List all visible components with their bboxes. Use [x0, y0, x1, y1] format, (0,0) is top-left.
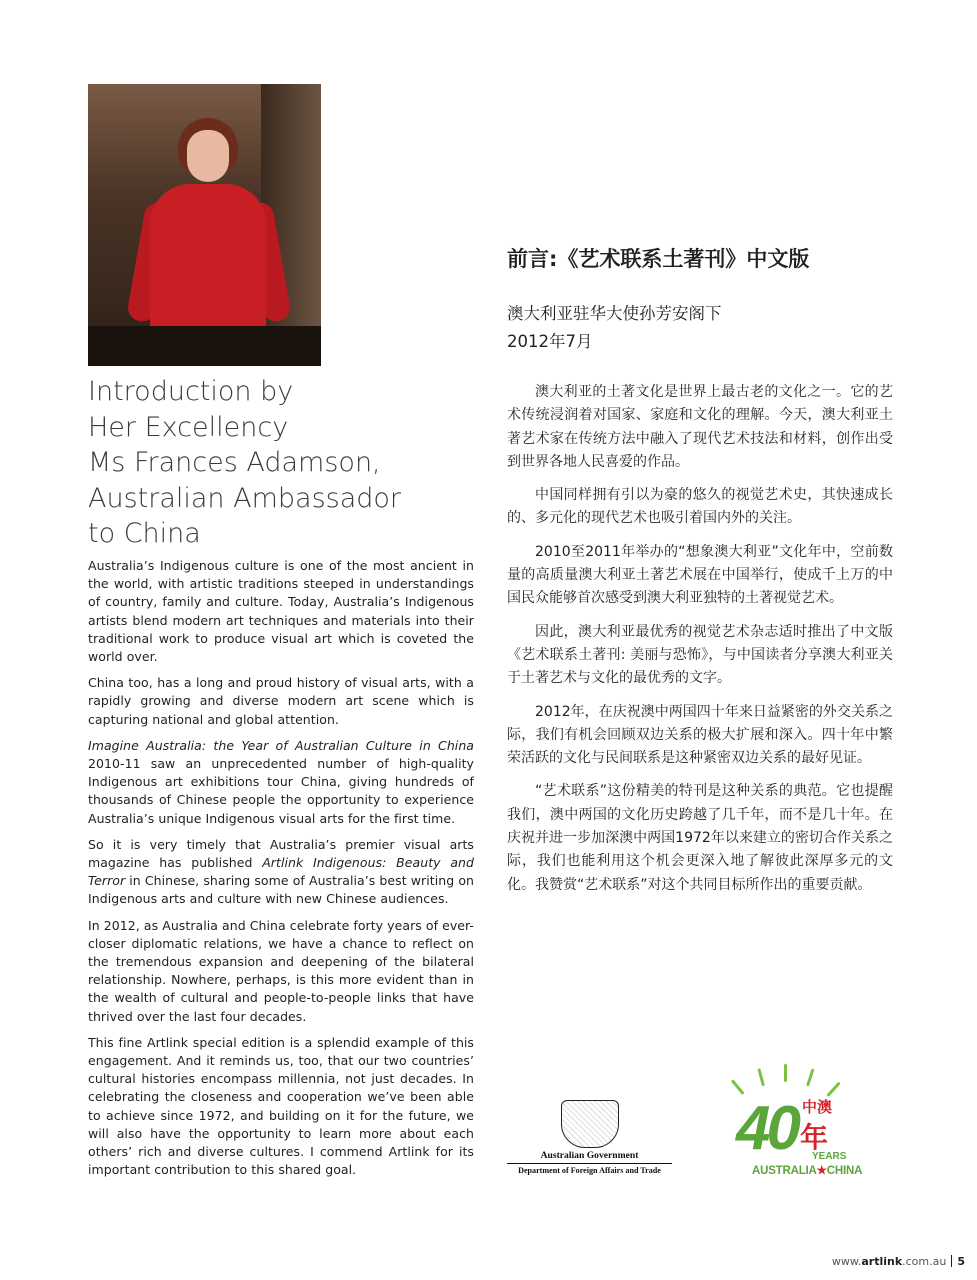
footer-url-suffix: .com.au: [902, 1255, 947, 1268]
english-paragraph-6: This fine Artlink special edition is a splendid example of this engagement. And it reminds us, too, that our two countries’ cultural histories encompass millennia, not just decades. In celebrating the closeness and cooperation we’ve been able to achieve since 1972, and building on it for the future, we will also have the opportunity to learn more about each others’ rich and diverse cultures. I commend Artlink for its important contribution to this shared goal.: [88, 1034, 474, 1178]
star-icon: ★: [816, 1165, 827, 1177]
anniversary-chinese-year: 年: [800, 1121, 829, 1154]
chinese-paragraph-2: 中国同样拥有引以为豪的悠久的视觉艺术史，其快速成长的、多元化的现代艺术也吸引着国内外的关注。: [507, 487, 893, 527]
logo-divider: [507, 1163, 672, 1164]
anniversary-number: 40: [736, 1094, 797, 1163]
photo-red-suit: [150, 184, 266, 334]
english-paragraph-2: China too, has a long and proud history of visual arts, with a rapidly growing and diverse modern art scene which is capturing national and global attention.: [88, 675, 474, 727]
department-name: Department of Foreign Affairs and Trade: [518, 1166, 661, 1175]
firework-spark-icon: [826, 1082, 840, 1097]
anniversary-chinese-mark: 中澳: [802, 1098, 833, 1116]
english-paragraph-4-text-a: So it is very timely that Australia’s premier visual arts magazine has published: [88, 836, 474, 871]
china-label: CHINA: [826, 1165, 863, 1177]
chinese-byline-block: [507, 300, 722, 356]
chinese-paragraph-3: 2010至2011年举办的“想象澳大利亚”文化年中，空前数量的高质量澳大利亚土著艺术展在中国举行，使成千上万的中国民众能够首次感受到澳大利亚独特的土著视觉艺术。: [507, 543, 893, 607]
year-of-culture-title: Imagine Australia: the Year of Australian Culture in China: [88, 737, 474, 753]
ambassador-photo: [88, 84, 321, 366]
english-paragraph-4: [88, 836, 474, 909]
chinese-paragraph-5: 2012年，在庆祝澳中两国四十年来日益紧密的外交关系之际，我们有机会回顾双边关系的极大扩展和深入。四十年中繁荣活跃的文化与民间联系是这种紧密双边关系的最好见证。: [507, 703, 893, 767]
photo-table: [88, 326, 321, 366]
footer-brand: artlink: [861, 1255, 903, 1268]
chinese-date: 2012年7月: [507, 332, 593, 351]
coat-of-arms-icon: [561, 1100, 619, 1148]
forty-years-logo: [722, 1068, 863, 1180]
chinese-body: [507, 381, 893, 907]
australia-label: AUSTRALIA: [752, 1165, 817, 1177]
photo-face: [187, 130, 229, 182]
anniversary-countries: [752, 1163, 862, 1177]
chinese-byline: 澳大利亚驻华大使孙芳安阁下: [507, 304, 722, 323]
english-paragraph-3: [88, 737, 474, 828]
english-paragraph-3-text: 2010-11 saw an unprecedented number of high-quality Indigenous art exhibitions tour China, giving hundreds of thousands of Chinese people the opportunity to experience Australia’s unique Indigenous visual arts for the first time.: [88, 756, 474, 826]
chinese-paragraph-6: “艺术联系”这份精美的特刊是这种关系的典范。它也提醒我们，澳中两国的文化历史跨越了几千年，而不是几十年。在庆祝并进一步加深澳中两国1972年以来建立的密切合作关系之际，我们也能利用这个机会更深入地了解彼此深厚多元的文化。我赞赏“艺术联系”对这个共同目标所作出的重要贡献。: [507, 783, 893, 893]
publication-title: Artlink Indigenous: Beauty and Terror: [88, 855, 474, 889]
footer-url-prefix: www.: [831, 1255, 862, 1268]
english-title: Introduction by Her Excellency Ms Frances Adamson, Australian Ambassador to China: [88, 376, 402, 549]
page-footer: [832, 1255, 965, 1268]
anniversary-years-label: YEARS: [812, 1151, 847, 1162]
english-paragraph-5: In 2012, as Australia and China celebrate forty years of ever-closer diplomatic relations, we have a chance to reflect on the tremendous expansion and deepening of the bilateral relationship. Nowhere, perhaps, is this more evident than in the wealth of cultural and people-to-people links that have thrived over the last four decades.: [88, 917, 474, 1024]
firework-spark-icon: [784, 1064, 787, 1082]
footer-divider: [951, 1255, 952, 1267]
chinese-title: 前言:《艺术联系土著刊》中文版: [507, 247, 810, 271]
firework-spark-icon: [757, 1068, 765, 1086]
chinese-paragraph-4: 因此，澳大利亚最优秀的视觉艺术杂志适时推出了中文版《艺术联系土著刊: 美丽与恐怖》，与中国读者分享澳大利亚关于土著艺术与文化的最优秀的文字。: [507, 623, 893, 687]
english-body: [88, 557, 474, 1188]
firework-spark-icon: [731, 1079, 745, 1095]
page-number: 5: [957, 1255, 965, 1268]
english-paragraph-1: Australia’s Indigenous culture is one of the most ancient in the world, with artistic traditions steeped in understandings of country, family and culture. Today, Australia’s Indigenous artists blend modern art techniques and materials into their traditional work to produce visual art which is coveted the world over.: [88, 558, 474, 665]
firework-spark-icon: [806, 1068, 814, 1086]
government-name: Australian Government: [540, 1150, 639, 1161]
chinese-paragraph-1: 澳大利亚的土著文化是世界上最古老的文化之一。它的艺术传统浸润着对国家、家庭和文化的理解。今天，澳大利亚土著艺术家在传统方法中融入了现代艺术技法和材料，创作出受到世界各地人民喜爱的作品。: [507, 384, 893, 470]
australian-government-logo: [507, 1100, 672, 1180]
english-paragraph-4-text-b: in Chinese, sharing some of Australia’s best writing on Indigenous arts and culture with new Chinese audiences.: [88, 873, 474, 907]
